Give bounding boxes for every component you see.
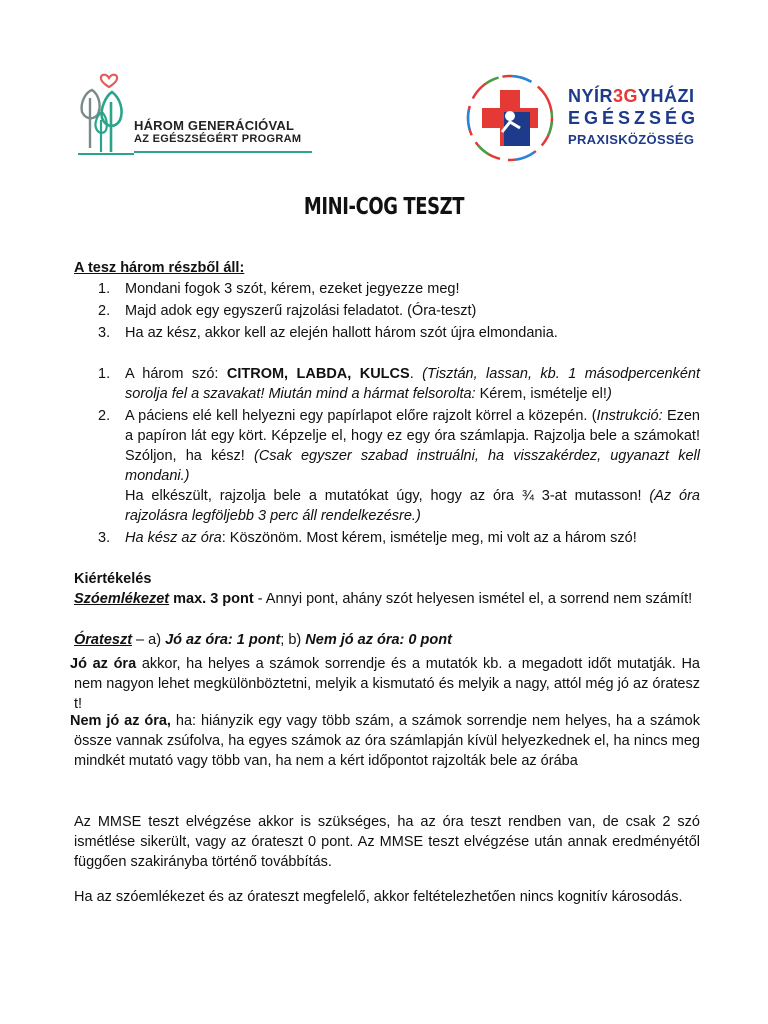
step-1: 1. A három szó: CITROM, LABDA, KULCS. (Tisztán, lassan, kb. 1 másodpercenként sorolja fel a szavakat! Miután mind a hármat felsorolta: Kérem, ismételje el!) — [98, 366, 700, 402]
steps-list — [74, 364, 700, 550]
step-3: 3. Ha kész az óra: Köszönöm. Most kérem, ismételje meg, mi volt az a három szó! — [98, 530, 637, 546]
right-logo-title: NYÍR3GYHÁZI — [568, 86, 695, 106]
conclusion-paragraph: Ha az szóemlékezet és az órateszt megfelelő, akkor feltételezhetően nincs kognitív károsodás. — [74, 889, 683, 905]
trees-heart-icon — [74, 68, 134, 158]
left-logo-underline — [134, 151, 312, 153]
mmse-paragraph: Az MMSE teszt elvégzése akkor is szükséges, ha az óra teszt rendben van, de csak 2 szó ismétlése sikerült, vagy az órateszt 0 pont. Az MMSE teszt elvégzése után annak eredményétől függően szakirányba történő továbbítás. — [74, 814, 700, 870]
intro-heading: A tesz három részből áll: — [74, 260, 245, 276]
bad-clock-definition: Nem jó az óra, ha: hiányzik egy vagy több szám, a számok sorrendje nem helyes, ha a számok össze vannak zsúfolva, ha egyes számok az óra számlapján kívül helyezkednek el, ha nincs meg mindkét mutató vagy több van, ha nem a kért időpontot rajzolták bele az órába — [70, 713, 700, 769]
left-logo-title: HÁROM GENERÁCIÓVAL — [134, 118, 295, 133]
list-item: 3. Ha az kész, akkor kell az elején hallott három szót újra elmondania. — [98, 325, 558, 341]
memory-scoring: Szóemlékezet max. 3 pont - Annyi pont, ahány szót helyesen ismétel el, a sorrend nem számít! — [74, 591, 693, 607]
good-clock-definition: Jó az óra akkor, ha helyes a számok sorrendje és a mutatók kb. a megadott időt mutatják. Ha nem nagyon lehet megkülönböztetni, melyik a kismutató és melyik a nagy, attól még jó az óratesz t! — [70, 656, 700, 712]
three-generations-logo — [74, 68, 314, 158]
page-title: MINI-COG TESZT — [303, 194, 465, 220]
clock-scoring: Órateszt – a) Jó az óra: 1 pont; b) Nem jó az óra: 0 pont — [74, 632, 452, 648]
nyir3gyhazi-logo — [464, 72, 704, 164]
evaluation-heading: Kiértékelés — [74, 571, 152, 587]
list-item: 2. Majd adok egy egyszerű rajzolási feladatot. (Óra-teszt) — [98, 303, 477, 319]
step-2: 2. A páciens elé kell helyezni egy papírlapot előre rajzolt körrel a közepén. (Instrukció: Ezen a papíron lát egy kört. Képzelje el, hogy ez egy óra számlapja. Rajzolja bele a számokat! Szóljon, ha kész! (Csak egyszer szabad instruálni, ha visszakérdez, ugyanazt kell mondani.) Ha elkészült, rajzolja bele a mutatókat úgy, hogy az óra ¾ 3-at mutasson! (Az óra rajzolásra legföljebb 3 perc áll rendelkezésre.) — [98, 408, 700, 524]
intro-list — [74, 279, 700, 345]
left-logo-subtitle: AZ EGÉSZSÉGÉRT PROGRAM — [134, 133, 302, 145]
list-item: 1. Mondani fogok 3 szót, kérem, ezeket jegyezze meg! — [98, 281, 460, 297]
medical-cross-icon — [464, 72, 556, 164]
right-logo-health: EGÉSZSÉG — [568, 108, 700, 128]
right-logo-practice: PRAXISKÖZÖSSÉG — [568, 132, 695, 147]
